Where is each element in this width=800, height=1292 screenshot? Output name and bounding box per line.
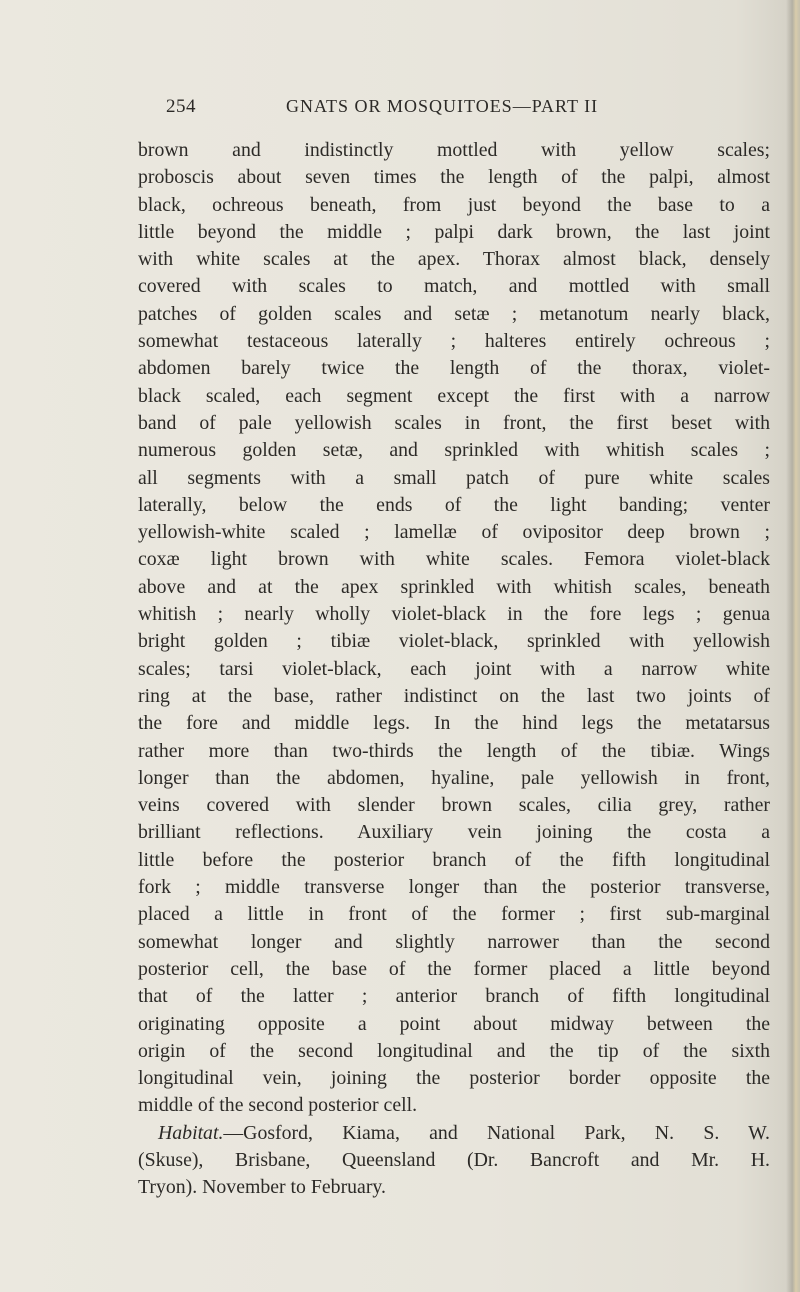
- text-line: yellowish-white scaled ; lamellæ of ovipositor deep brown ;: [138, 521, 770, 544]
- text-line: ring at the base, rather indistinct on the last two joints of: [138, 684, 770, 707]
- text-line: posterior cell, the base of the former placed a little beyond: [138, 957, 770, 980]
- text-line: numerous golden setæ, and sprinkled with whitish scales ;: [138, 439, 770, 462]
- text-line: middle of the second posterior cell.: [138, 1094, 418, 1117]
- text-line: the fore and middle legs. In the hind legs the metatarsus: [138, 712, 770, 735]
- text-line: placed a little in front of the former ; first sub-marginal: [138, 903, 770, 926]
- page-number: 254: [166, 96, 196, 117]
- habitat-label: Habitat.: [158, 1121, 224, 1144]
- text-line: longitudinal vein, joining the posterior border opposite the: [138, 1067, 770, 1090]
- text-line: with white scales at the apex. Thorax almost black, densely: [138, 248, 770, 271]
- text-line: bright golden ; tibiæ violet-black, sprinkled with yellowish: [138, 630, 770, 653]
- text-line: black, ochreous beneath, from just beyond the base to a: [138, 193, 770, 216]
- text-line: brilliant reflections. Auxiliary vein joining the costa a: [138, 821, 770, 844]
- text-line: above and at the apex sprinkled with whitish scales, beneath: [138, 575, 770, 598]
- text-line: proboscis about seven times the length of the palpi, almost: [138, 166, 770, 189]
- text-line: all segments with a small patch of pure white scales: [138, 466, 770, 489]
- text-line: black scaled, each segment except the first with a narrow: [138, 384, 770, 407]
- text-line: originating opposite a point about midway between the: [138, 1012, 770, 1035]
- text-line: (Skuse), Brisbane, Queensland (Dr. Bancroft and Mr. H.: [138, 1148, 770, 1171]
- habitat-line: [138, 1120, 770, 1147]
- text-line: somewhat longer and slightly narrower than the second: [138, 930, 770, 953]
- text-line: somewhat testaceous laterally ; halteres entirely ochreous ;: [138, 330, 770, 353]
- text-line: origin of the second longitudinal and the tip of the sixth: [138, 1039, 770, 1062]
- page-header: [166, 96, 766, 124]
- text-line: that of the latter ; anterior branch of fifth longitudinal: [138, 985, 770, 1008]
- text-line: brown and indistinctly mottled with yellow scales;: [138, 139, 770, 161]
- text-line: abdomen barely twice the length of the thorax, violet-: [138, 357, 770, 380]
- running-title: GNATS OR MOSQUITOES—PART II: [286, 96, 599, 116]
- text-line: little before the posterior branch of the fifth longitudinal: [138, 848, 770, 871]
- text-line: band of pale yellowish scales in front, the first beset with: [138, 411, 770, 434]
- text-line: longer than the abdomen, hyaline, pale yellowish in front,: [138, 766, 770, 789]
- text-line: coxæ light brown with white scales. Femora violet-black: [138, 548, 770, 571]
- text-line: patches of golden scales and setæ ; metanotum nearly black,: [138, 302, 770, 325]
- text-line: whitish ; nearly wholly violet-black in the fore legs ; genua: [138, 603, 770, 626]
- text-line: veins covered with slender brown scales, cilia grey, rather: [138, 794, 770, 817]
- text-line: scales; tarsi violet-black, each joint with a narrow white: [138, 657, 770, 680]
- text-line: Tryon). November to February.: [138, 1176, 386, 1199]
- text-line: fork ; middle transverse longer than the posterior transverse,: [138, 876, 770, 899]
- page-edge: [786, 0, 800, 1292]
- text-line: laterally, below the ends of the light banding; venter: [138, 493, 770, 516]
- body-text: [138, 137, 770, 1202]
- text-line: covered with scales to match, and mottled with small: [138, 275, 770, 298]
- text-line: little beyond the middle ; palpi dark brown, the last joint: [138, 220, 770, 243]
- text-line: rather more than two-thirds the length of the tibiæ. Wings: [138, 739, 770, 762]
- habitat-text: —Gosford, Kiama, and National Park, N. S. W.: [223, 1121, 770, 1144]
